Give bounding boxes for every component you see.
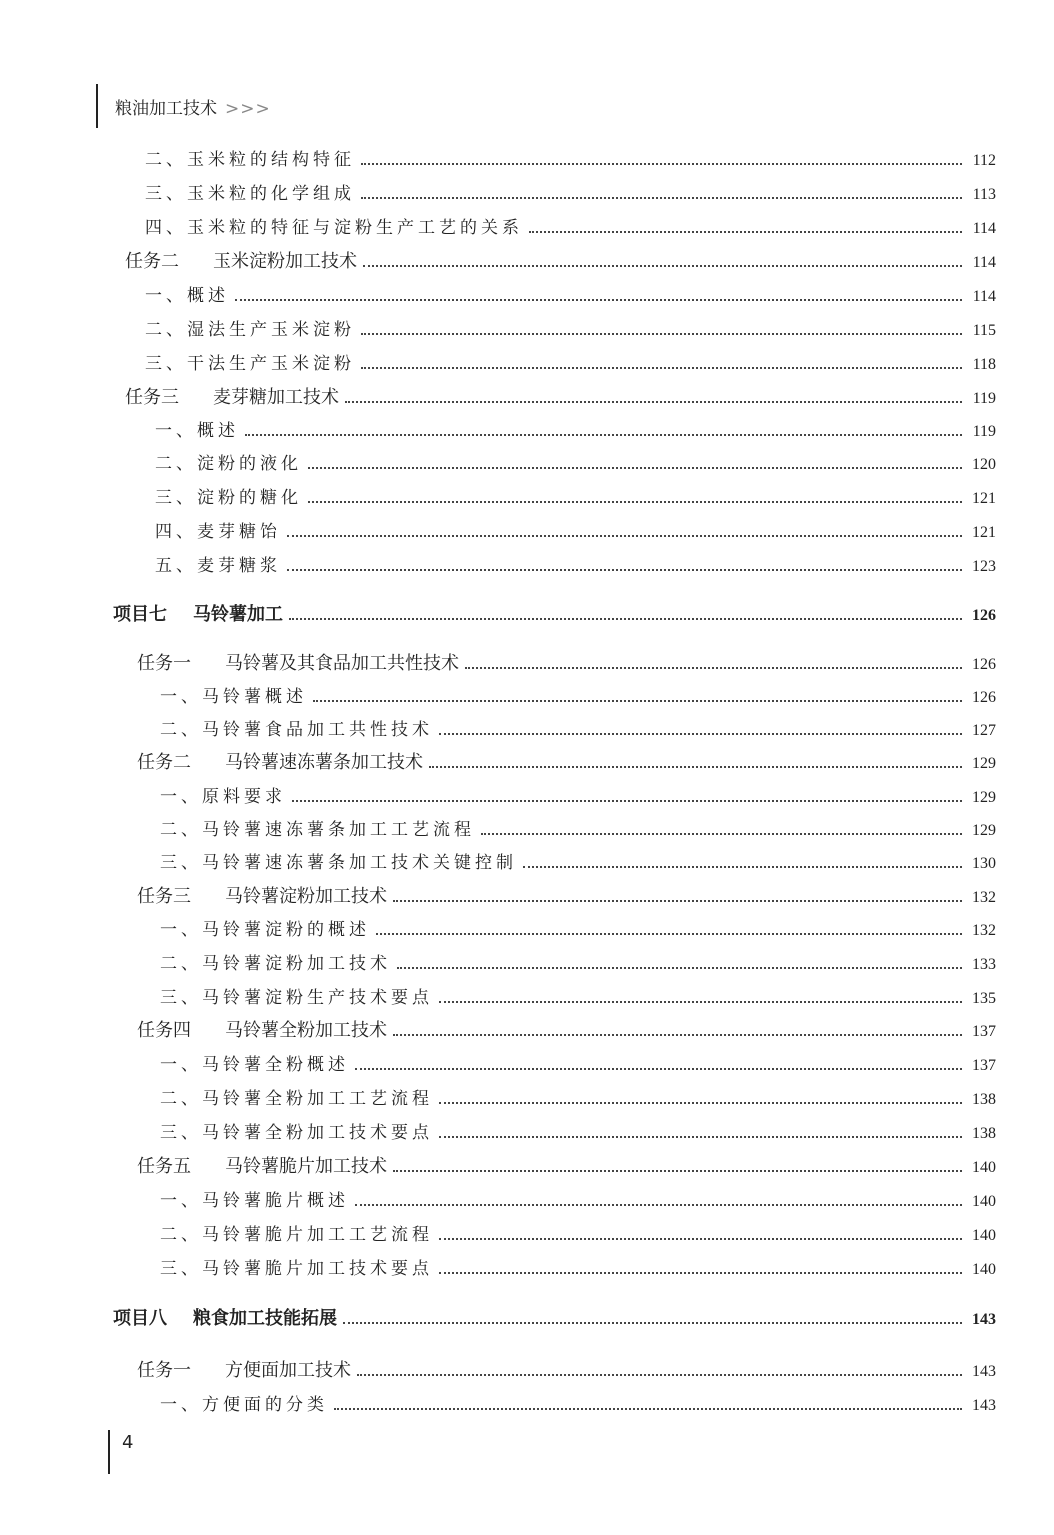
toc-label [137,882,387,908]
toc-label: 一、原料要求 [160,787,286,807]
dot-leader [439,733,962,735]
toc-page-number: 119 [972,423,996,440]
toc-label: 三、马铃薯速冻薯条加工技术关键控制 [160,853,517,873]
toc-title: 麦芽糖加工技术 [213,387,339,408]
toc-page-number: 118 [972,356,996,373]
toc-label: 三、马铃薯淀粉生产技术要点 [160,988,433,1008]
toc-label [137,1152,387,1178]
toc-number: 任务一 [137,1360,191,1381]
dot-leader [313,700,962,702]
toc-number: 任务一 [137,653,191,674]
toc-label: 四、麦芽糖饴 [155,522,281,542]
toc-page-number: 135 [972,990,996,1007]
dot-leader [393,900,962,902]
toc-entry-task [137,748,996,772]
toc-number: 任务二 [137,752,191,773]
toc-page-number: 133 [972,956,996,973]
toc-entry-section [145,281,996,305]
toc-page-number: 120 [972,456,996,473]
toc-entry-section [160,1084,996,1108]
dot-leader [529,231,962,233]
toc-title: 马铃薯脆片加工技术 [225,1156,387,1177]
dot-leader [439,1238,962,1240]
dot-leader [363,265,962,267]
toc-page-number: 143 [972,1397,996,1414]
toc-title: 粮食加工技能拓展 [193,1308,337,1329]
toc-page-number: 138 [972,1091,996,1108]
toc-entry-section [155,483,996,507]
toc-page-number: 114 [972,220,996,237]
toc-page-number: 112 [972,152,996,169]
dot-leader [355,1068,962,1070]
toc-entry-section [160,1118,996,1142]
dot-leader [287,569,962,571]
toc-label: 二、玉米粒的结构特征 [145,150,355,170]
dot-leader [523,866,962,868]
toc-label [113,600,283,626]
toc-label: 二、马铃薯脆片加工工艺流程 [160,1225,433,1245]
toc-number: 项目八 [113,1308,167,1329]
footer-rule [108,1430,110,1474]
toc-entry-section [160,1186,996,1210]
toc-label: 二、湿法生产玉米淀粉 [145,320,355,340]
toc-page-number: 132 [972,922,996,939]
toc-page-number: 129 [972,755,996,772]
toc-page-number: 121 [972,490,996,507]
toc-entry-task [137,1016,996,1040]
toc-label [137,1016,387,1042]
toc-number: 任务三 [125,387,179,408]
dot-leader [308,467,962,469]
toc-entry-section [145,213,996,237]
toc-label: 三、干法生产玉米淀粉 [145,354,355,374]
toc-label: 三、马铃薯脆片加工技术要点 [160,1259,433,1279]
toc-page-number: 140 [972,1227,996,1244]
dot-leader [357,1374,962,1376]
toc-label: 二、马铃薯全粉加工工艺流程 [160,1089,433,1109]
toc-page-number: 126 [972,607,996,624]
toc-label: 二、马铃薯速冻薯条加工工艺流程 [160,820,475,840]
toc-page-number: 140 [972,1159,996,1176]
toc-label: 四、玉米粒的特征与淀粉生产工艺的关系 [145,218,523,238]
dot-leader [361,163,962,165]
toc-label: 五、麦芽糖浆 [155,556,281,576]
dot-leader [393,1034,962,1036]
page-number: 4 [122,1432,134,1453]
toc-entry-section [160,949,996,973]
dot-leader [397,967,962,969]
toc-label: 一、概述 [155,421,239,441]
dot-leader [308,501,962,503]
toc-entry-section [160,1050,996,1074]
dot-leader [289,618,962,620]
toc-title: 马铃薯淀粉加工技术 [225,886,387,907]
toc-entry-section [145,349,996,373]
dot-leader [361,333,962,335]
toc-label [113,1304,337,1330]
toc-page-number: 121 [972,524,996,541]
toc-page-number: 132 [972,889,996,906]
toc-entry-section [155,551,996,575]
dot-leader [343,1322,962,1324]
toc-entry-task [137,1356,996,1380]
toc-entry-section [160,1390,996,1414]
toc-entry-section [160,983,996,1007]
dot-leader [439,1102,962,1104]
toc-entry-section [155,449,996,473]
toc-entry-section [145,315,996,339]
toc-title: 马铃薯加工 [193,604,283,625]
toc-page-number: 113 [972,186,996,203]
toc-entry-section [160,782,996,806]
toc-title: 马铃薯速冻薯条加工技术 [225,752,423,773]
dot-leader [439,1136,962,1138]
toc-label: 二、马铃薯食品加工共性技术 [160,720,433,740]
toc-label: 一、马铃薯脆片概述 [160,1191,349,1211]
toc-entry-section [160,1254,996,1278]
toc-entry-task [125,247,996,271]
toc-title: 马铃薯及其食品加工共性技术 [225,653,459,674]
toc-entry-task [125,383,996,407]
toc-label: 三、淀粉的糖化 [155,488,302,508]
toc-page-number: 123 [972,558,996,575]
toc-entry-task [137,649,996,673]
toc-label [125,383,339,409]
toc-page-number: 114 [972,288,996,305]
header-arrows: >>> [225,99,271,119]
dot-leader [429,766,962,768]
dot-leader [439,1272,962,1274]
toc-page-number: 143 [972,1363,996,1380]
toc-entry-section [155,517,996,541]
toc-label [137,1356,351,1382]
dot-leader [245,434,962,436]
toc-page-number: 126 [972,656,996,673]
dot-leader [376,933,962,935]
toc-entry-section [160,915,996,939]
toc-number: 任务二 [125,251,179,272]
toc-page-number: 114 [972,254,996,271]
toc-entry-task [137,882,996,906]
toc-page-number: 115 [972,322,996,339]
toc-label: 二、淀粉的液化 [155,454,302,474]
toc-title: 玉米淀粉加工技术 [213,251,357,272]
toc-page-number: 143 [972,1311,996,1328]
dot-leader [361,197,962,199]
toc-page-number: 127 [972,722,996,739]
toc-entry-project [113,600,996,624]
dot-leader [361,367,962,369]
toc-entry-section [160,815,996,839]
header-rule [96,84,98,128]
toc-entry-section [160,848,996,872]
toc-title: 马铃薯全粉加工技术 [225,1020,387,1041]
toc-page-number: 129 [972,822,996,839]
toc-entry-section [155,416,996,440]
toc-page-number: 129 [972,789,996,806]
toc-label: 一、马铃薯概述 [160,687,307,707]
toc-page-number: 119 [972,390,996,407]
toc-number: 任务四 [137,1020,191,1041]
dot-leader [481,833,962,835]
toc-entry-section [160,715,996,739]
toc-label [125,247,357,273]
toc-entry-section [160,1220,996,1244]
dot-leader [393,1170,962,1172]
toc-page-number: 140 [972,1193,996,1210]
book-title: 粮油加工技术 [115,99,217,119]
toc-page-number: 137 [972,1057,996,1074]
toc-page-number: 126 [972,689,996,706]
dot-leader [235,299,962,301]
toc-label: 三、马铃薯全粉加工技术要点 [160,1123,433,1143]
dot-leader [345,401,962,403]
toc-label [137,649,459,675]
toc-entry-task [137,1152,996,1176]
running-header [115,94,271,119]
dot-leader [292,800,962,802]
dot-leader [439,1001,962,1003]
toc-label: 一、方便面的分类 [160,1395,328,1415]
toc-label: 三、玉米粒的化学组成 [145,184,355,204]
dot-leader [287,535,962,537]
toc-page-number: 137 [972,1023,996,1040]
toc-number: 任务三 [137,886,191,907]
toc-page-number: 130 [972,855,996,872]
toc-page-number: 138 [972,1125,996,1142]
toc-title: 方便面加工技术 [225,1360,351,1381]
toc-label: 二、马铃薯淀粉加工技术 [160,954,391,974]
toc-number: 项目七 [113,604,167,625]
dot-leader [465,667,962,669]
toc-page-number: 140 [972,1261,996,1278]
toc-number: 任务五 [137,1156,191,1177]
toc-label [137,748,423,774]
toc-label: 一、马铃薯淀粉的概述 [160,920,370,940]
toc-entry-project [113,1304,996,1328]
toc-label: 一、马铃薯全粉概述 [160,1055,349,1075]
toc-entry-section [145,179,996,203]
toc-label: 一、概述 [145,286,229,306]
toc-entry-section [145,145,996,169]
dot-leader [334,1408,962,1410]
toc-entry-section [160,682,996,706]
dot-leader [355,1204,962,1206]
